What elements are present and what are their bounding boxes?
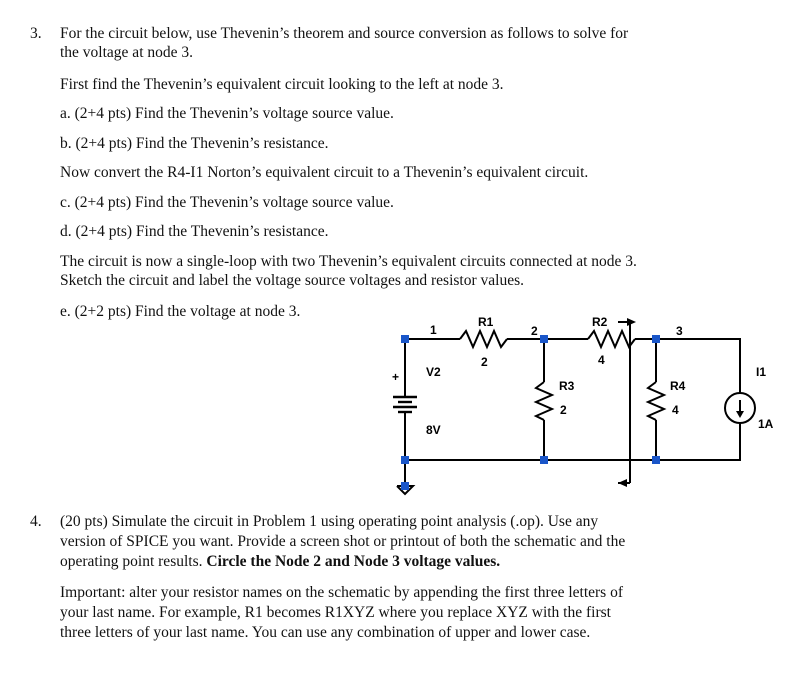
r4-value-label: 4 [672, 403, 679, 417]
r1-value-label: 2 [481, 355, 488, 369]
r4-name-label: R4 [670, 379, 686, 393]
v2-value-label: 8V [426, 423, 441, 437]
arrow-top-icon [627, 318, 636, 326]
v2-plus-label: + [392, 370, 400, 384]
problem-3-number: 3. [30, 25, 42, 42]
v2-name-label: V2 [426, 365, 441, 379]
wire-bottom [405, 423, 740, 460]
problem-4-line3-bold: Circle the Node 2 and Node 3 voltage values. [206, 553, 501, 570]
problem-4-line1: (20 pts) Simulate the circuit in Problem 1 using operating point analysis (.op). Use any [60, 513, 599, 530]
i1-name-label: I1 [756, 365, 767, 379]
problem-3-item-a: a. (2+4 pts) Find the Thevenin’s voltage source value. [60, 105, 394, 122]
problem-4-number: 4. [30, 513, 42, 530]
arrow-bottom-icon [618, 479, 627, 487]
r4-resistor [648, 382, 664, 420]
r3-name-label: R3 [559, 379, 575, 393]
node-dots [401, 335, 660, 490]
r2-value-label: 4 [598, 353, 605, 367]
problem-4-line3 [60, 552, 500, 572]
problem-4-important-line1: Important: alter your resistor names on the schematic by appending the first three letters of [60, 584, 623, 601]
problem-4-important-line2: your last name. For example, R1 becomes R1XYZ where you replace XYZ with the first [60, 604, 611, 621]
current-arrow-icon [736, 411, 744, 418]
r1-resistor [460, 331, 507, 347]
v2-voltage-source [393, 397, 417, 412]
problem-3-convert: Now convert the R4-I1 Norton’s equivalent circuit to a Thevenin’s equivalent circuit. [60, 164, 589, 181]
node1-label: 1 [430, 323, 437, 337]
r3-value-label: 2 [560, 403, 567, 417]
problem-3-first-find: First find the Thevenin’s equivalent circuit looking to the left at node 3. [60, 76, 504, 93]
problem-3-single-loop-line1: The circuit is now a single-loop with two Thevenin’s equivalent circuits connected at node 3. [60, 253, 637, 270]
i1-value-label: 1A [758, 417, 774, 431]
problem-3-item-b: b. (2+4 pts) Find the Thevenin’s resistance. [60, 135, 329, 152]
r3-resistor [536, 382, 552, 420]
problem-4-line2: version of SPICE you want. Provide a screen shot or printout of both the schematic and the [60, 533, 626, 550]
problem-3-single-loop-line2: Sketch the circuit and label the voltage source voltages and resistor values. [60, 272, 524, 289]
node2-label: 2 [531, 324, 538, 338]
problem-3-intro-line2: the voltage at node 3. [60, 44, 193, 61]
problem-3-item-e: e. (2+2 pts) Find the voltage at node 3. [60, 303, 301, 320]
problem-3-item-c: c. (2+4 pts) Find the Thevenin’s voltage source value. [60, 194, 394, 211]
problem-4-line3-plain: operating point results. [60, 553, 207, 570]
r2-name-label: R2 [592, 315, 608, 329]
wire-node1-r1 [405, 339, 460, 341]
problem-3-intro-line1: For the circuit below, use Thevenin’s theorem and source conversion as follows to solve for [60, 25, 629, 42]
problem-3-item-d: d. (2+4 pts) Find the Thevenin’s resistance. [60, 223, 329, 240]
problem-4-important-line3: three letters of your last name. You can use any combination of upper and lower case. [60, 624, 591, 641]
r1-name-label: R1 [478, 315, 494, 329]
r2-resistor [588, 331, 635, 347]
node3-label: 3 [676, 324, 683, 338]
